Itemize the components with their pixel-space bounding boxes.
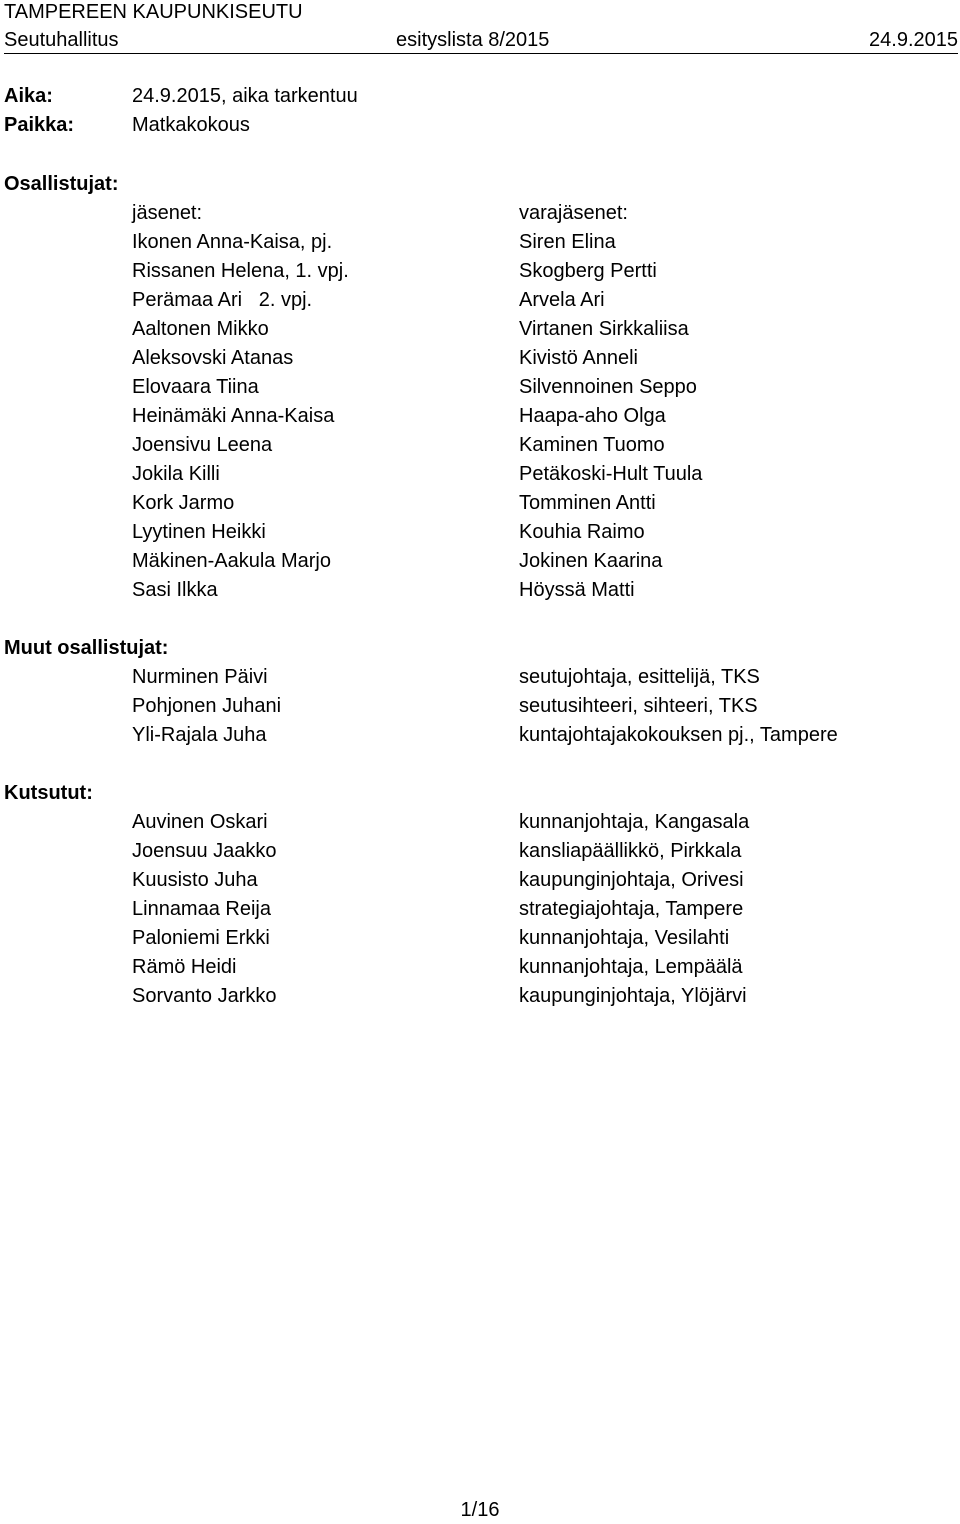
- list-item: Arvela Ari: [519, 289, 605, 311]
- list-item: Jokila Killi: [132, 463, 220, 485]
- invited-roles-list: [519, 808, 749, 1011]
- list-item: Jokinen Kaarina: [519, 550, 663, 572]
- list-item: Kaminen Tuomo: [519, 434, 665, 456]
- list-item: Aleksovski Atanas: [132, 347, 294, 369]
- list-item: kaupunginjohtaja, Orivesi: [519, 869, 744, 891]
- list-item: Aaltonen Mikko: [132, 318, 269, 340]
- list-item: Rämö Heidi: [132, 956, 237, 978]
- list-item: kunnanjohtaja, Lempäälä: [519, 956, 743, 978]
- list-item: Elovaara Tiina: [132, 376, 259, 398]
- list-item: Haapa-aho Olga: [519, 405, 666, 427]
- list-item: Sasi Ilkka: [132, 579, 218, 601]
- list-item: Mäkinen-Aakula Marjo: [132, 550, 331, 572]
- place-label: Paikka:: [4, 114, 75, 136]
- list-item: Silvennoinen Seppo: [519, 376, 697, 398]
- list-item: kaupunginjohtaja, Ylöjärvi: [519, 985, 747, 1007]
- other-roles-list: [519, 663, 838, 750]
- list-item: Perämaa Ari 2. vpj.: [132, 289, 313, 311]
- participants-label: Osallistujat:: [4, 173, 119, 195]
- list-item: Kouhia Raimo: [519, 521, 645, 543]
- list-item: Höyssä Matti: [519, 579, 635, 601]
- list-item: Skogberg Pertti: [519, 260, 657, 282]
- members-list: [132, 199, 349, 605]
- header-divider: [4, 53, 958, 54]
- list-item: Kivistö Anneli: [519, 347, 638, 369]
- list-item: Joensuu Jaakko: [132, 840, 277, 862]
- organization-name: TAMPEREEN KAUPUNKISEUTU: [4, 1, 303, 23]
- list-item: Joensivu Leena: [132, 434, 273, 456]
- list-item: Rissanen Helena, 1. vpj.: [132, 260, 349, 282]
- list-item: kansliapäällikkö, Pirkkala: [519, 840, 742, 862]
- body-name: Seutuhallitus: [4, 29, 119, 51]
- list-item: kuntajohtajakokouksen pj., Tampere: [519, 724, 838, 746]
- place-value: Matkakokous: [132, 114, 250, 136]
- deputies-heading: varajäsenet:: [519, 202, 628, 224]
- other-participants-label: Muut osallistujat:: [4, 637, 169, 659]
- invited-label: Kutsutut:: [4, 782, 93, 804]
- header-date: 24.9.2015: [869, 29, 958, 51]
- page-number: 1/16: [460, 1499, 500, 1521]
- members-heading: jäsenet:: [132, 202, 203, 224]
- list-item: seutujohtaja, esittelijä, TKS: [519, 666, 760, 688]
- list-item: Auvinen Oskari: [132, 811, 268, 833]
- list-item: seutusihteeri, sihteeri, TKS: [519, 695, 758, 717]
- list-item: Yli-Rajala Juha: [132, 724, 267, 746]
- list-item: Heinämäki Anna-Kaisa: [132, 405, 335, 427]
- list-item: Kork Jarmo: [132, 492, 235, 514]
- list-item: strategiajohtaja, Tampere: [519, 898, 744, 920]
- list-item: Ikonen Anna-Kaisa, pj.: [132, 231, 333, 253]
- time-value: 24.9.2015, aika tarkentuu: [132, 85, 358, 107]
- invited-names-list: [132, 808, 277, 1011]
- list-item: Petäkoski-Hult Tuula: [519, 463, 703, 485]
- list-item: Sorvanto Jarkko: [132, 985, 277, 1007]
- list-item: kunnanjohtaja, Vesilahti: [519, 927, 730, 949]
- agenda-number: esityslista 8/2015: [396, 29, 550, 51]
- list-item: Pohjonen Juhani: [132, 695, 282, 717]
- deputies-list: [519, 199, 702, 605]
- list-item: Siren Elina: [519, 231, 616, 253]
- list-item: Lyytinen Heikki: [132, 521, 266, 543]
- time-label: Aika:: [4, 85, 53, 107]
- list-item: Linnamaa Reija: [132, 898, 271, 920]
- header-row: [4, 28, 958, 52]
- list-item: kunnanjohtaja, Kangasala: [519, 811, 750, 833]
- list-item: Paloniemi Erkki: [132, 927, 270, 949]
- list-item: Virtanen Sirkkaliisa: [519, 318, 689, 340]
- list-item: Nurminen Päivi: [132, 666, 268, 688]
- list-item: Kuusisto Juha: [132, 869, 258, 891]
- other-names-list: [132, 663, 281, 750]
- list-item: Tomminen Antti: [519, 492, 656, 514]
